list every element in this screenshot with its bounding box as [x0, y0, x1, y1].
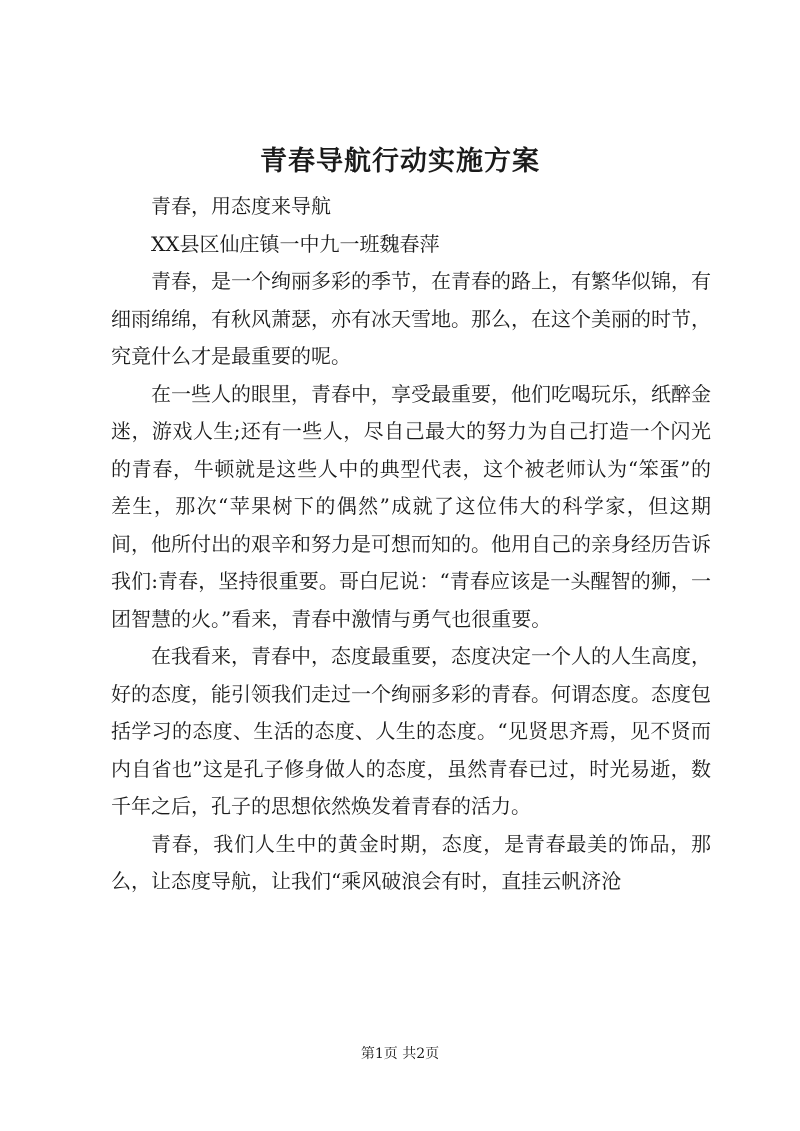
document-body: [111, 188, 711, 901]
body-paragraph: 青春，是一个绚丽多彩的季节，在青春的路上，有繁华似锦，有细雨绵绵，有秋风萧瑟，亦有冰天雪地。那么，在这个美丽的时节，究竟什么才是最重要的呢。: [111, 269, 711, 368]
body-paragraph: 青春，我们人生中的黄金时期，态度，是青春最美的饰品，那么，让态度导航，让我们“乘风破浪会有时，直挂云帆济沧: [111, 831, 711, 893]
page-footer: 第1页 共2页: [360, 1046, 440, 1062]
subtitle-paragraph: 青春，用态度来导航: [151, 194, 331, 218]
body-paragraph: 在我看来，青春中，态度最重要，态度决定一个人的人生高度，好的态度，能引领我们走过一个绚丽多彩的青春。何谓态度。态度包括学习的态度、生活的态度、人生的态度。“见贤思齐焉，见不贤而内自省也”这是孔子修身做人的态度，虽然青春已过，时光易逝，数千年之后，孔子的思想依然焕发着青春的活力。: [111, 644, 711, 818]
body-paragraph: 在一些人的眼里，青春中，享受最重要，他们吃喝玩乐，纸醉金迷，游戏人生;还有一些人，尽自己最大的努力为自己打造一个闪光的青春，牛顿就是这些人中的典型代表，这个被老师认为“笨蛋”的差生，那次“苹果树下的偶然”成就了这位伟大的科学家，但这期间，他所付出的艰辛和努力是可想而知的。他用自己的亲身经历告诉我们:青春，坚持很重要。哥白尼说：“青春应该是一头醒智的狮，一团智慧的火。”看来，青春中激情与勇气也很重要。: [111, 381, 711, 631]
document-title: 青春导航行动实施方案: [260, 146, 540, 177]
author-paragraph: XX县区仙庄镇一中九一班魏春萍: [151, 231, 440, 256]
